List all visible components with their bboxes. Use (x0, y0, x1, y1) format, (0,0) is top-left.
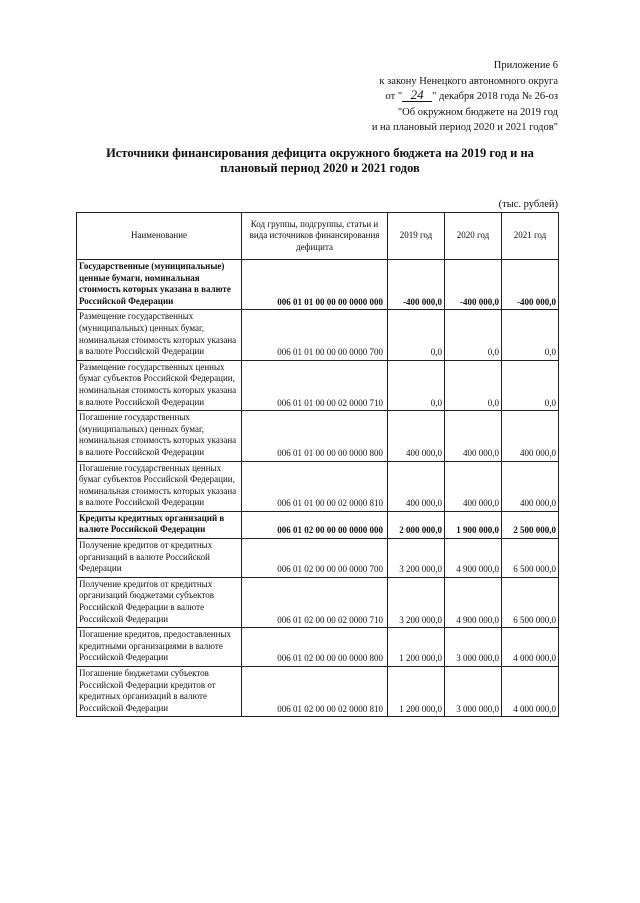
table-body (77, 260, 559, 717)
row-value-2021: 6 500 000,0 (502, 539, 559, 578)
row-name-cell: Размещение государственных ценных бумаг субъектов Российской Федерации, номинальная стоимость которых указана в валюте Российской Федерации (77, 360, 242, 410)
document-title: Источники финансирования дефицита окружного бюджета на 2019 год и на плановый период 2020 и 2021 годов (106, 146, 534, 175)
row-code-cell: 006 01 01 00 00 00 0000 000 (242, 260, 388, 310)
row-code-cell: 006 01 02 00 00 02 0000 710 (242, 577, 388, 627)
row-code-cell: 006 01 01 00 00 02 0000 710 (242, 360, 388, 410)
table-row (77, 539, 559, 578)
row-name-cell: Погашение государственных (муниципальных) ценных бумаг, номинальная стоимость которых указана в валюте Российской Федерации (77, 411, 242, 461)
row-value-2021: -400 000,0 (502, 260, 559, 310)
row-value-2019: 400 000,0 (388, 411, 445, 461)
table-row (77, 461, 559, 511)
row-value-2020: 3 000 000,0 (445, 667, 502, 717)
row-name-cell: Размещение государственных (муниципальных) ценных бумаг, номинальная стоимость которых указана в валюте Российской Федерации (77, 310, 242, 360)
financing-sources-table (76, 212, 559, 717)
row-value-2021: 4 000 000,0 (502, 628, 559, 667)
table-header-row (77, 213, 559, 260)
row-value-2019: 400 000,0 (388, 461, 445, 511)
row-value-2019: 0,0 (388, 360, 445, 410)
row-code-cell: 006 01 02 00 00 00 0000 700 (242, 539, 388, 578)
row-value-2021: 6 500 000,0 (502, 577, 559, 627)
annex-line-3 (372, 89, 558, 105)
header-2021: 2021 год (502, 213, 559, 260)
handwritten-day: 24 (402, 89, 432, 102)
row-value-2019: -400 000,0 (388, 260, 445, 310)
row-value-2019: 3 200 000,0 (388, 577, 445, 627)
header-code: Код группы, подгруппы, статьи и вида источников финансирования дефицита (242, 213, 388, 260)
row-value-2020: 400 000,0 (445, 461, 502, 511)
row-name-cell: Погашение бюджетами субъектов Российской Федерации кредитов от кредитных организаций в валюте Российской Федерации (77, 667, 242, 717)
table-row (77, 310, 559, 360)
row-value-2021: 4 000 000,0 (502, 667, 559, 717)
row-value-2021: 0,0 (502, 360, 559, 410)
row-value-2021: 400 000,0 (502, 461, 559, 511)
annex-line-1: Приложение 6 (493, 60, 558, 71)
row-name-cell: Погашение государственных ценных бумаг субъектов Российской Федерации, номинальная стоимость которых указана в валюте Российской Федерации (77, 461, 242, 511)
row-value-2021: 0,0 (502, 310, 559, 360)
row-value-2020: 4 900 000,0 (445, 539, 502, 578)
row-value-2019: 2 000 000,0 (388, 511, 445, 538)
annex-line-5: и на плановый период 2020 и 2021 годов" (371, 122, 558, 133)
table-row (77, 511, 559, 538)
row-value-2020: 0,0 (445, 310, 502, 360)
row-value-2020: -400 000,0 (445, 260, 502, 310)
annex-line-4: "Об окружном бюджете на 2019 год (397, 106, 558, 118)
row-value-2020: 0,0 (445, 360, 502, 410)
row-name-cell: Получение кредитов от кредитных организаций бюджетами субъектов Российской Федерации в валюте Российской Федерации (77, 577, 242, 627)
row-name-cell: Государственные (муниципальные) ценные бумаги, номинальная стоимость которых указана в валюте Российской Федерации (77, 260, 242, 310)
row-code-cell: 006 01 01 00 00 00 0000 700 (242, 310, 388, 360)
table-row (77, 360, 559, 410)
row-name-cell: Получение кредитов от кредитных организаций в валюте Российской Федерации (77, 539, 242, 578)
row-value-2019: 1 200 000,0 (388, 667, 445, 717)
row-value-2021: 400 000,0 (502, 411, 559, 461)
header-name: Наименование (77, 213, 242, 260)
row-name-cell: Кредиты кредитных организаций в валюте Российской Федерации (77, 511, 242, 538)
header-2020: 2020 год (445, 213, 502, 260)
row-code-cell: 006 01 02 00 00 00 0000 000 (242, 511, 388, 538)
annex-line-2: к закону Ненецкого автономного округа (379, 75, 558, 87)
table-row (77, 667, 559, 717)
units-label: (тыс. рублей) (498, 199, 558, 210)
row-value-2019: 3 200 000,0 (388, 539, 445, 578)
row-value-2019: 0,0 (388, 310, 445, 360)
row-value-2020: 400 000,0 (445, 411, 502, 461)
row-value-2020: 1 900 000,0 (445, 511, 502, 538)
row-value-2020: 4 900 000,0 (445, 577, 502, 627)
table-row (77, 411, 559, 461)
annex-header (372, 58, 558, 136)
row-code-cell: 006 01 01 00 00 00 0000 800 (242, 411, 388, 461)
annex-date-suffix: " декабря 2018 года № 26-оз (432, 91, 558, 102)
header-2019: 2019 год (388, 213, 445, 260)
row-value-2020: 3 000 000,0 (445, 628, 502, 667)
row-name-cell: Погашение кредитов, предоставленных кредитными организациями в валюте Российской Федерации (77, 628, 242, 667)
table-row (77, 577, 559, 627)
annex-date-prefix: от " (385, 91, 403, 102)
row-code-cell: 006 01 02 00 00 00 0000 800 (242, 628, 388, 667)
table-row (77, 628, 559, 667)
row-code-cell: 006 01 01 00 00 02 0000 810 (242, 461, 388, 511)
row-value-2021: 2 500 000,0 (502, 511, 559, 538)
row-value-2019: 1 200 000,0 (388, 628, 445, 667)
table-row (77, 260, 559, 310)
row-code-cell: 006 01 02 00 00 02 0000 810 (242, 667, 388, 717)
